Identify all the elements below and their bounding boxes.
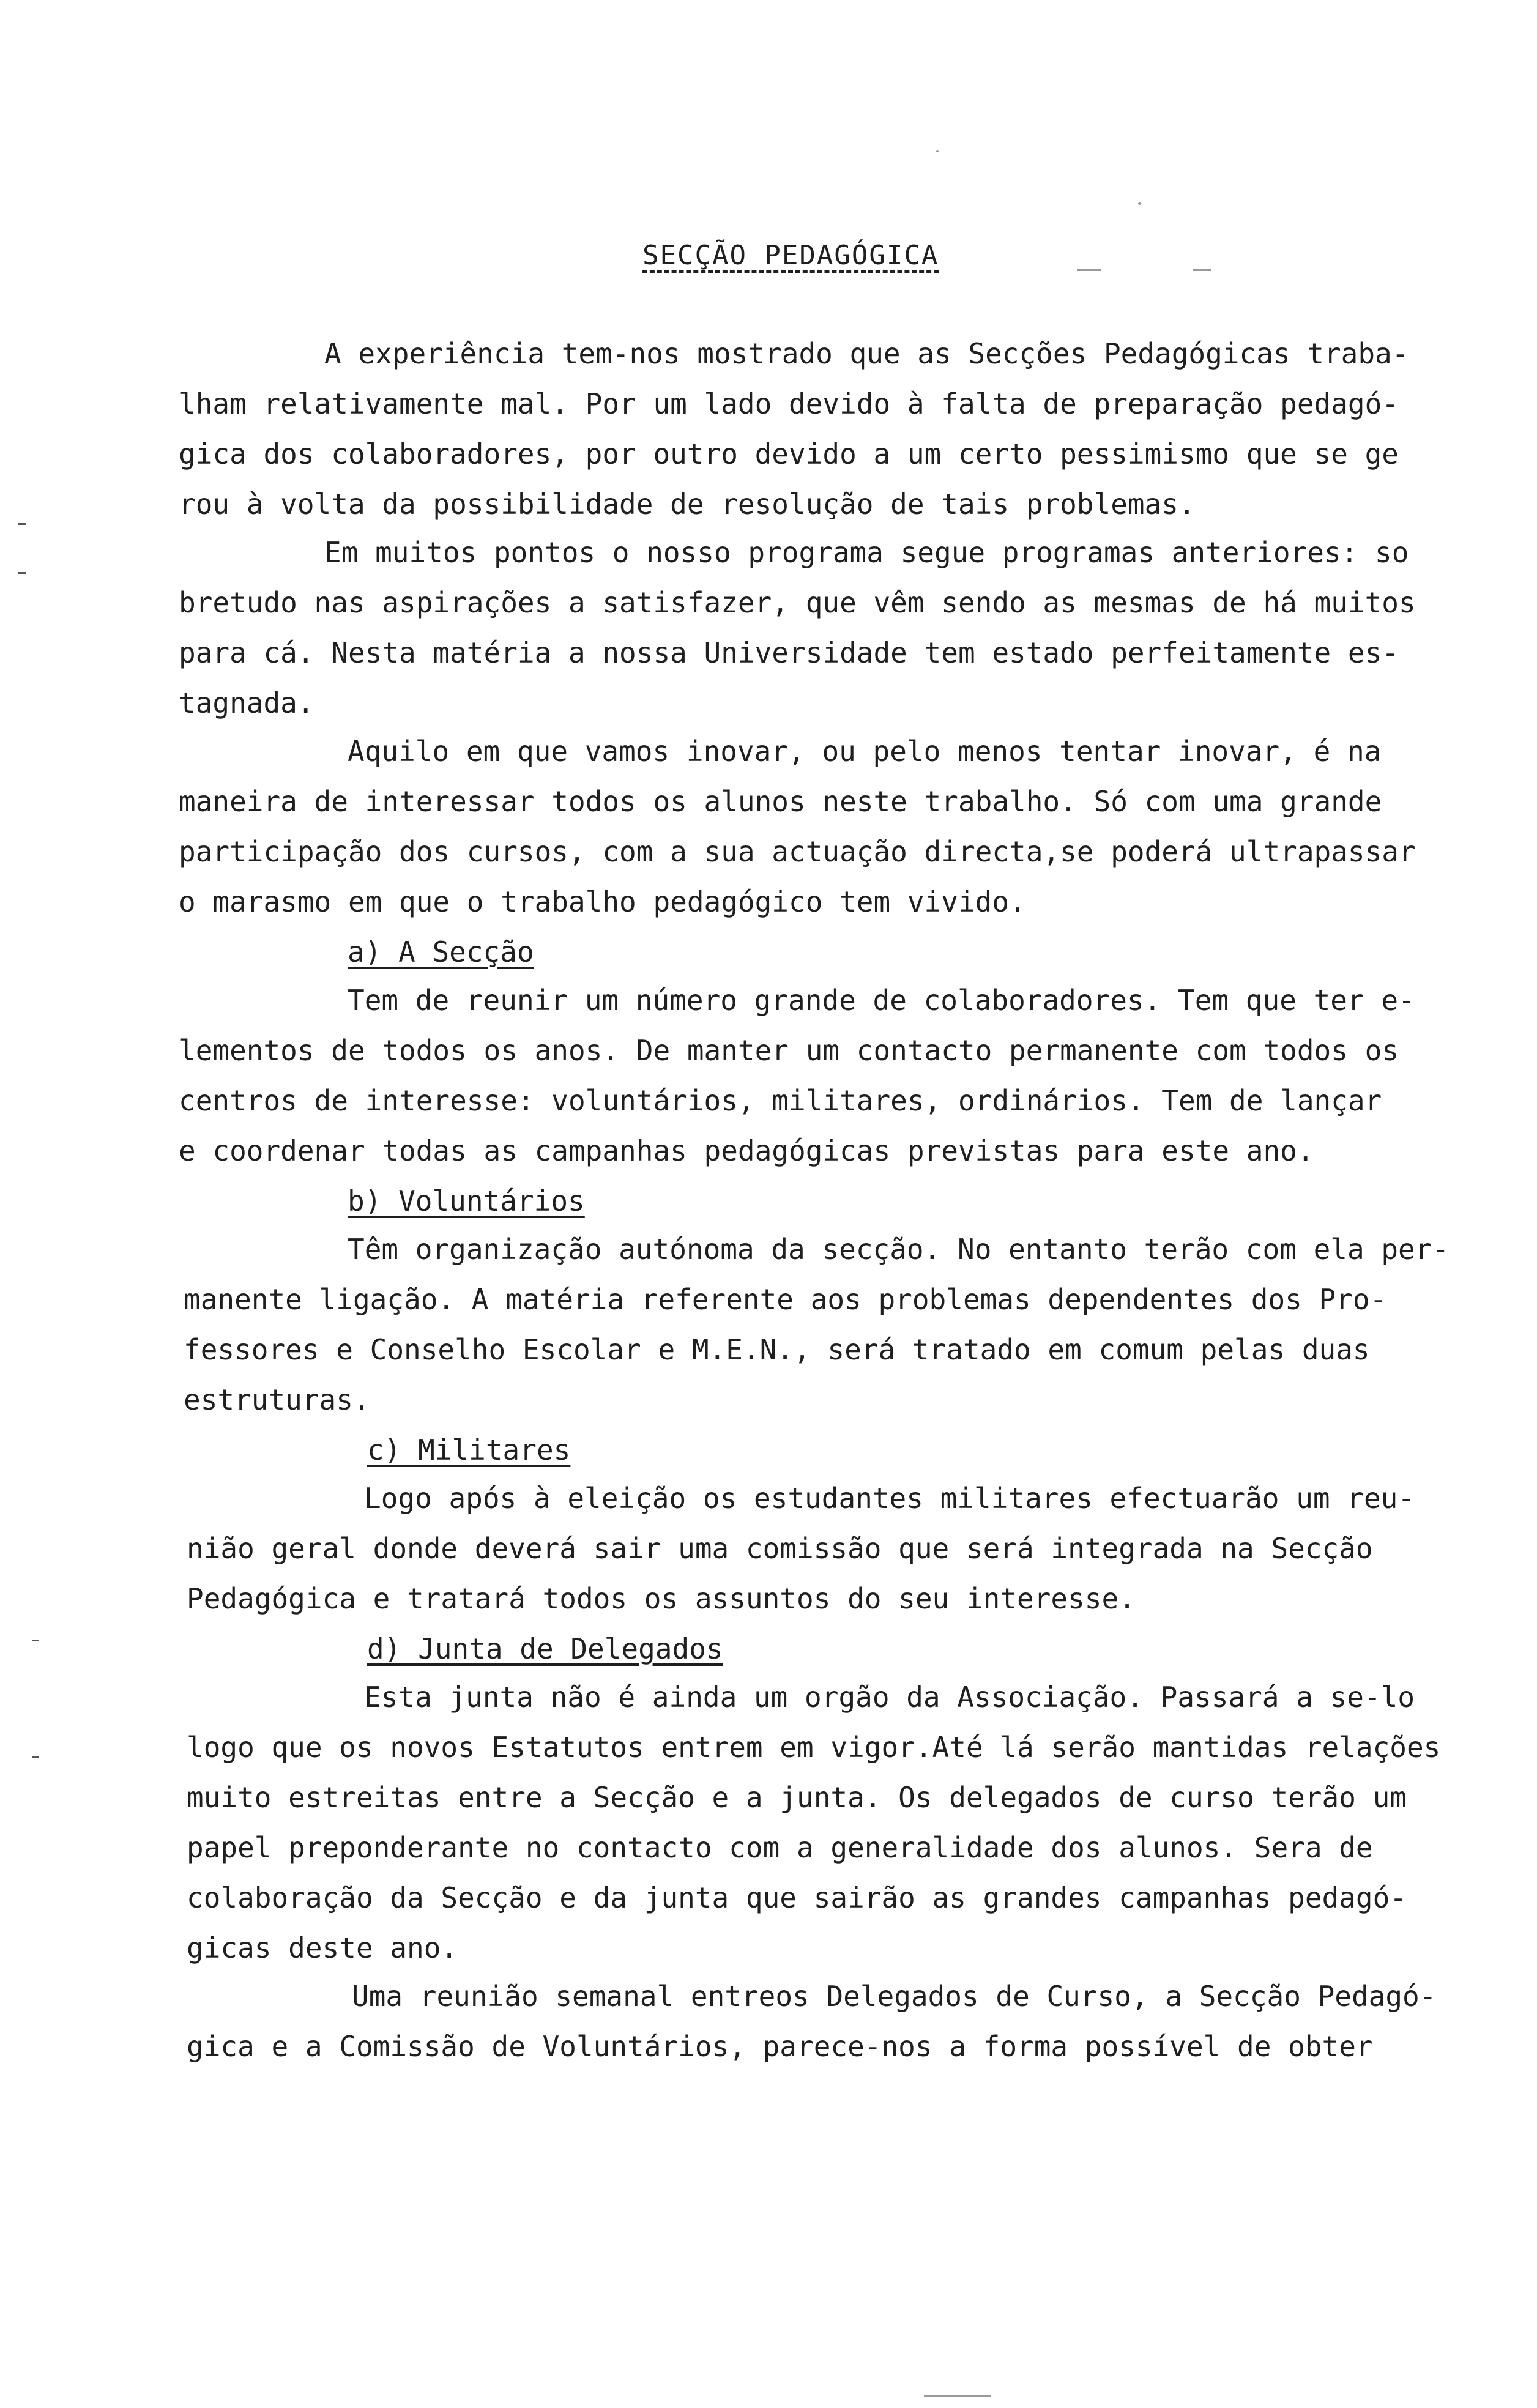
- text-line: gica e a Comissão de Voluntários, parece-nos a forma possível de obter: [187, 2030, 1373, 2063]
- scan-speck: [924, 2395, 991, 2397]
- text-line: lham relativamente mal. Por um lado devido à falta de preparação pedagó-: [179, 387, 1399, 420]
- text-line: Aquilo em que vamos inovar, ou pelo menos tentar inovar, é na: [348, 735, 1382, 768]
- text-line: tagnada.: [179, 686, 314, 719]
- text-line: Em muitos pontos o nosso programa segue programas anteriores: so: [324, 536, 1409, 569]
- text-line: nião geral donde deverá sair uma comissão que será integrada na Secção: [187, 1532, 1373, 1565]
- text-line: A experiência tem-nos mostrado que as Secções Pedagógicas traba-: [324, 337, 1409, 370]
- margin-mark: [32, 1640, 39, 1641]
- text-line: fessores e Conselho Escolar e M.E.N., será tratado em comum pelas duas: [184, 1333, 1370, 1366]
- scan-speck: [1077, 269, 1101, 271]
- text-line: estruturas.: [184, 1383, 370, 1416]
- text-line: maneira de interessar todos os alunos neste trabalho. Só com uma grande: [179, 785, 1382, 818]
- text-line: muito estreitas entre a Secção e a junta. Os delegados de curso terão um: [187, 1781, 1407, 1814]
- text-line: rou à volta da possibilidade de resolução de tais problemas.: [179, 488, 1196, 521]
- text-line: Tem de reunir um número grande de colaboradores. Tem que ter e-: [348, 984, 1415, 1017]
- text-line: para cá. Nesta matéria a nossa Universidade tem estado perfeitamente es-: [179, 636, 1399, 669]
- text-line: colaboração da Secção e da junta que sairão as grandes campanhas pedagó-: [187, 1881, 1407, 1914]
- text-line: manente ligação. A matéria referente aos problemas dependentes dos Pro-: [184, 1283, 1387, 1316]
- text-line: lementos de todos os anos. De manter um contacto permanente com todos os: [179, 1034, 1399, 1067]
- section-heading-d: d) Junta de Delegados: [367, 1632, 723, 1665]
- text-line: gicas deste ano.: [187, 1931, 458, 1964]
- section-heading-a: a) A Secção: [348, 935, 534, 968]
- scan-speck: [936, 150, 939, 152]
- section-heading-c: c) Militares: [367, 1433, 571, 1466]
- text-line: bretudo nas aspirações a satisfazer, que vêm sendo as mesmas de há muitos: [179, 586, 1416, 619]
- scan-speck: [1193, 269, 1211, 271]
- text-line: papel preponderante no contacto com a generalidade dos alunos. Sera de: [187, 1831, 1373, 1864]
- text-line: gica dos colaboradores, por outro devido a um certo pessimismo que se ge: [179, 437, 1399, 470]
- text-line: o marasmo em que o trabalho pedagógico tem vivido.: [179, 885, 1026, 918]
- text-line: logo que os novos Estatutos entrem em vigor.Até lá serão mantidas relações: [187, 1731, 1441, 1764]
- text-line: Esta junta não é ainda um orgão da Associação. Passará a se-lo: [364, 1681, 1415, 1714]
- margin-mark: [18, 523, 26, 525]
- text-line: Pedagógica e tratará todos os assuntos do seu interesse.: [187, 1582, 1136, 1615]
- margin-mark: [32, 1756, 39, 1758]
- margin-mark: [18, 572, 26, 574]
- scan-speck: [1138, 202, 1141, 205]
- text-line: Logo após à eleição os estudantes militares efectuarão um reu-: [364, 1482, 1415, 1515]
- text-line: e coordenar todas as campanhas pedagógicas previstas para este ano.: [179, 1134, 1314, 1167]
- text-line: participação dos cursos, com a sua actuação directa,se poderá ultrapassar: [179, 835, 1416, 868]
- text-line: Uma reunião semanal entreos Delegados de Curso, a Secção Pedagó-: [352, 1980, 1437, 2013]
- page-title: SECÇÃO PEDAGÓGICA: [642, 240, 939, 271]
- text-line: Têm organização autónoma da secção. No entanto terão com ela per-: [348, 1233, 1450, 1266]
- section-heading-b: b) Voluntários: [348, 1184, 585, 1217]
- text-line: centros de interesse: voluntários, militares, ordinários. Tem de lançar: [179, 1084, 1382, 1117]
